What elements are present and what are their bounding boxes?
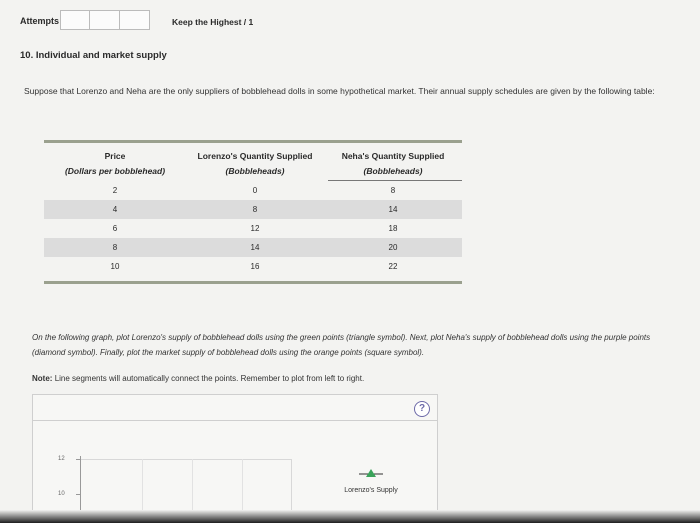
note (32, 374, 364, 383)
legend-label: Lorenzo's Supply (344, 487, 398, 494)
table-row: 10 16 22 (110, 262, 398, 271)
table-header (44, 143, 462, 179)
table-row: 2 0 8 (112, 186, 396, 195)
attempt-indicator (60, 10, 150, 30)
attempt-box (60, 10, 90, 30)
help-icon[interactable]: ? (414, 401, 430, 417)
attempts-label: Attempts (20, 16, 60, 26)
attempt-box (90, 10, 120, 30)
y-tick (76, 494, 81, 495)
y-tick (76, 459, 81, 460)
supply-schedule-table (44, 140, 462, 284)
screen-edge (0, 510, 700, 523)
note-text: Line segments will automatically connect the points. Remember to plot from left to right. (54, 374, 365, 383)
table-row: 4 8 14 (44, 200, 462, 219)
question-intro: Suppose that Lorenzo and Neha are the only suppliers of bobblehead dolls in some hypothetical market. Their annual supply schedules are given by the following table: (24, 86, 655, 96)
legend-lorenzo-supply[interactable] (336, 466, 406, 494)
keep-highest-label: Keep the Highest / 1 (172, 17, 254, 27)
header-lorenzo: Lorenzo's Quantity Supplied (Bobbleheads) (197, 151, 313, 176)
header-price: Price (Dollars per bobblehead) (64, 151, 166, 176)
table-row: 8 14 20 (44, 238, 462, 257)
note-label: Note: (32, 374, 53, 383)
header-neha: Neha's Quantity Supplied (Bobbleheads) (341, 151, 445, 176)
table-bottom-rule (44, 281, 462, 284)
y-tick-label: 10 (58, 491, 65, 497)
y-tick-label: 12 (58, 456, 65, 462)
table-row: 6 12 18 (112, 224, 398, 233)
graph-instructions: On the following graph, plot Lorenzo's supply of bobblehead dolls using the green points (triangle symbol). Next, plot Neha's supply of bobblehead dolls using the purple points (diamond symbol). Finally, plot the market supply of bobblehead dolls using the orange points (square symbol). (32, 333, 651, 357)
question-title: 10. Individual and market supply (20, 50, 167, 61)
attempt-box (120, 10, 150, 30)
triangle-icon[interactable] (359, 467, 383, 479)
